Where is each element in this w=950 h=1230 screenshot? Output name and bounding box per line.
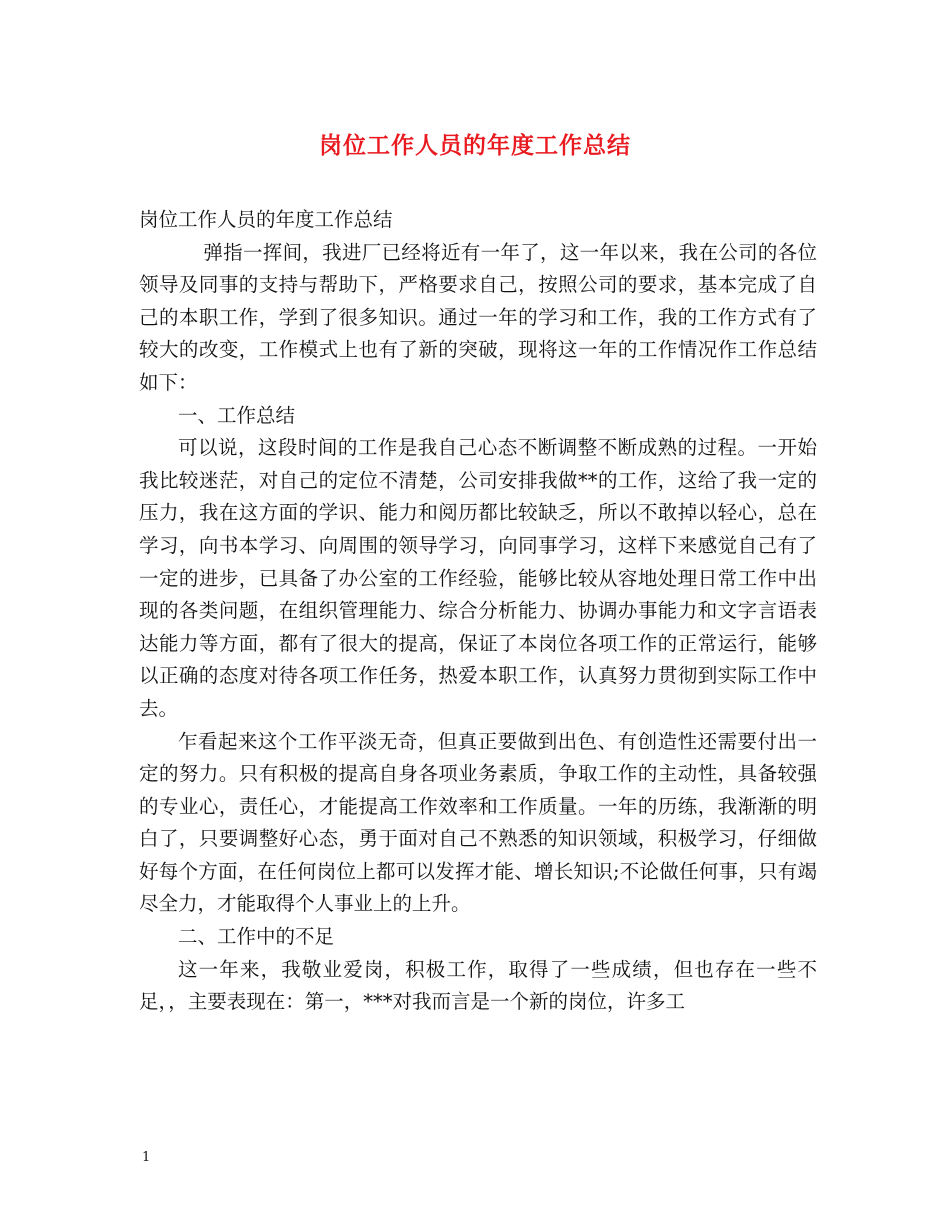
paragraph-heading: 岗位工作人员的年度工作总结 [139,208,393,231]
paragraph-work-summary-1: 可以说，这段时间的工作是我自己心态不断调整不断成熟的过程。一开始我比较迷茫，对自己的定位不清楚，公司安排我做**的工作，这给了我一定的压力，我在这方面的学识、能力和阅历都比较缺乏，所以不敢掉以轻心，总在学习，向书本学习、向周围的领导学习，向同事学习，这样下来感觉自己有了一定的进步，已具备了办公室的工作经验，能够比较从容地处理日常工作中出现的各类问题，在组织管理能力、综合分析能力、协调办事能力和文字言语表达能力等方面，都有了很大的提高，保证了本岗位各项工作的正常运行，能够以正确的态度对待各项工作任务，热爱本职工作，认真努力贯彻到实际工作中去。 [139,436,817,720]
document-body [139,204,817,1019]
paragraph-shortcomings: 这一年来，我敬业爱岗，积极工作，取得了一些成绩，但也存在一些不足，，主要表现在：第一，***对我而言是一个新的岗位，许多工 [139,957,817,1014]
section-heading-work-summary: 一、工作总结 [178,403,296,427]
page-number: 1 [142,1150,151,1165]
paragraph-intro: 弹指一挥间，我进厂已经将近有一年了，这一年以来，我在公司的各位领导及同事的支持与帮助下，严格要求自己，按照公司的要求，基本完成了自己的本职工作，学到了很多知识。通过一年的学习和工作，我的工作方式有了较大的改变，工作模式上也有了新的突破，现将这一年的工作情况作工作总结如下： [139,240,817,394]
paragraph-work-summary-2: 乍看起来这个工作平淡无奇，但真正要做到出色、有创造性还需要付出一定的努力。只有积极的提高自身各项业务素质，争取工作的主动性，具备较强的专业心，责任心，才能提高工作效率和工作质量。一年的历练，我渐渐的明白了，只要调整好心态，勇于面对自己不熟悉的知识领域，积极学习，仔细做好每个方面，在任何岗位上都可以发挥才能、增长知识;不论做任何事，只有竭尽全力，才能取得个人事业上的上升。 [139,729,817,916]
document-title: 岗位工作人员的年度工作总结 [319,132,631,159]
section-heading-shortcomings: 二、工作中的不足 [178,925,335,949]
